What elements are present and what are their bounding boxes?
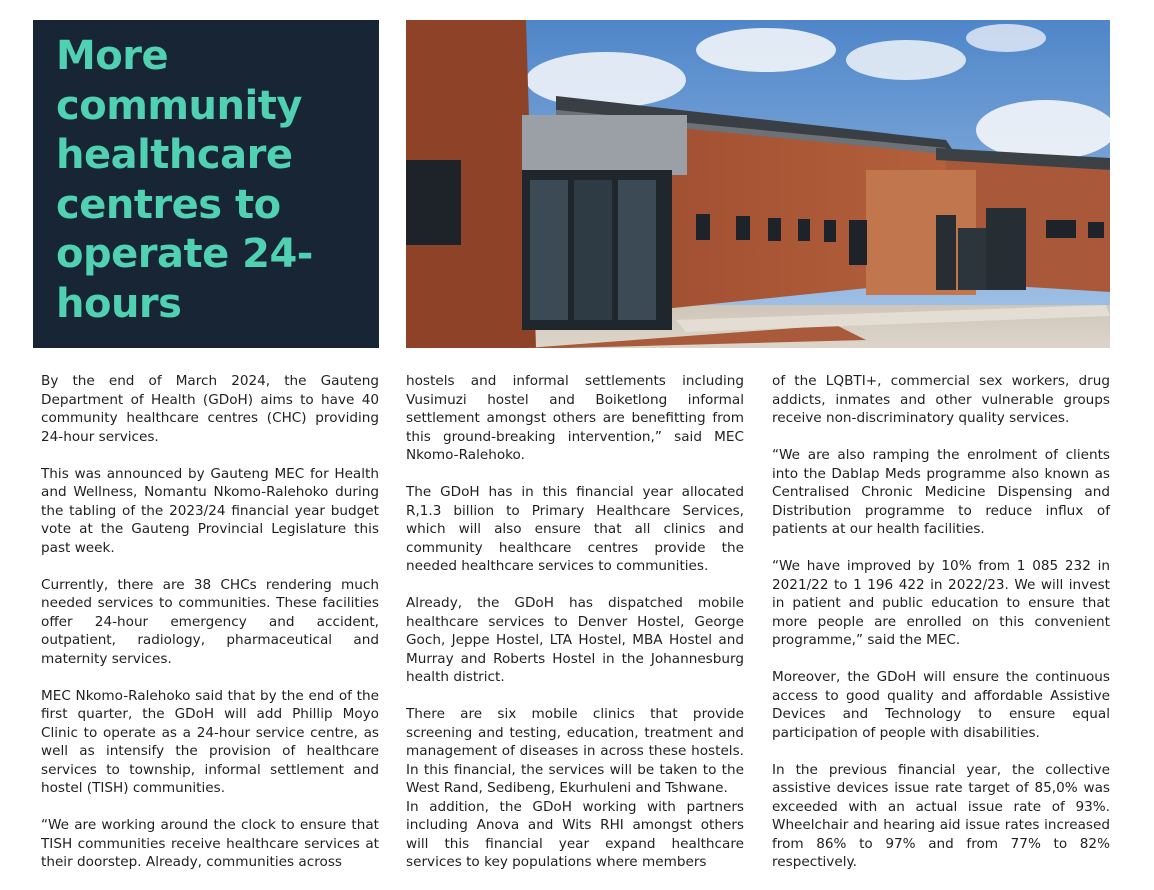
article-column-3 [772, 372, 1110, 890]
healthcare-centre-photo [406, 20, 1110, 348]
article-column-1 [41, 372, 379, 890]
paragraph: “We have improved by 10% from 1 085 232 in 2021/22 to 1 196 422 in 2022/23. We will invest in patient and public education to ensure that more people are enrolled on this convenient programme,” said the MEC. [772, 558, 1110, 648]
paragraph: By the end of March 2024, the Gauteng Department of Health (GDoH) aims to have 40 community healthcare centres (CHC) providing 24-hour services. [41, 373, 379, 445]
paragraph: There are six mobile clinics that provide screening and testing, education, treatment and management of diseases in across these hostels. In this financial, the services will be taken to the West Rand, Sedibeng, Ekurhuleni and Tshwane. [406, 706, 744, 796]
paragraph: Currently, there are 38 CHCs rendering much needed services to communities. These facilities offer 24-hour emergency and accident, outpatient, radiology, pharmaceutical and maternity services. [41, 576, 379, 667]
paragraph: This was announced by Gauteng MEC for Health and Wellness, Nomantu Nkomo-Ralehoko during the tabling of the 2023/24 financial year budget vote at the Gauteng Provincial Legislature this past week. [41, 465, 379, 556]
paragraph: hostels and informal settlements including Vusimuzi hostel and Boiketlong informal settlement amongst others are benefitting from this ground-breaking intervention,” said MEC Nkomo-Ralehoko. [406, 373, 744, 463]
paragraph: “We are working around the clock to ensure that TISH communities receive healthcare services at their doorstep. Already, communities across [41, 817, 379, 870]
paragraph: In the previous financial year, the collective assistive devices issue rate target of 85,0% was exceeded with an actual issue rate of 93%. Wheelchair and hearing aid issue rates increased from 86% to 97% and from 77% to 82% respectively. [772, 761, 1110, 870]
article-column-2 [406, 372, 744, 890]
headline-box [33, 20, 379, 348]
headline: More community healthcare centres to operate 24-hours [56, 33, 313, 327]
paragraph: MEC Nkomo-Ralehoko said that by the end of the first quarter, the GDoH will add Phillip Moyo Clinic to operate as a 24-hour service centre, as well as intensify the provision of healthcare services to township, informal settlement and hostel (TISH) communities. [41, 687, 379, 796]
paragraph: The GDoH has in this financial year allocated R,1.3 billion to Primary Healthcare Services, which will also ensure that all clinics and community healthcare centres provide the needed healthcare services to communities. [406, 484, 744, 574]
article-photo [406, 20, 1110, 348]
paragraph: Already, the GDoH has dispatched mobile healthcare services to Denver Hostel, George Goch, Jeppe Hostel, LTA Hostel, MBA Hostel and Murray and Roberts Hostel in the Johannesburg health district. [406, 595, 744, 685]
paragraph: “We are also ramping the enrolment of clients into the Dablap Meds programme also known as Centralised Chronic Medicine Dispensing and Distribution programme to reduce influx of patients at our health facilities. [772, 447, 1110, 537]
paragraph: Moreover, the GDoH will ensure the continuous access to good quality and affordable Assistive Devices and Technology to ensure equal participation of people with disabilities. [772, 669, 1110, 741]
paragraph: In addition, the GDoH working with partners including Anova and Wits RHI amongst others will this financial year expand healthcare services to key populations where members [406, 798, 744, 870]
paragraph: of the LQBTI+, commercial sex workers, drug addicts, inmates and other vulnerable groups receive non-discriminatory quality services. [772, 373, 1110, 426]
